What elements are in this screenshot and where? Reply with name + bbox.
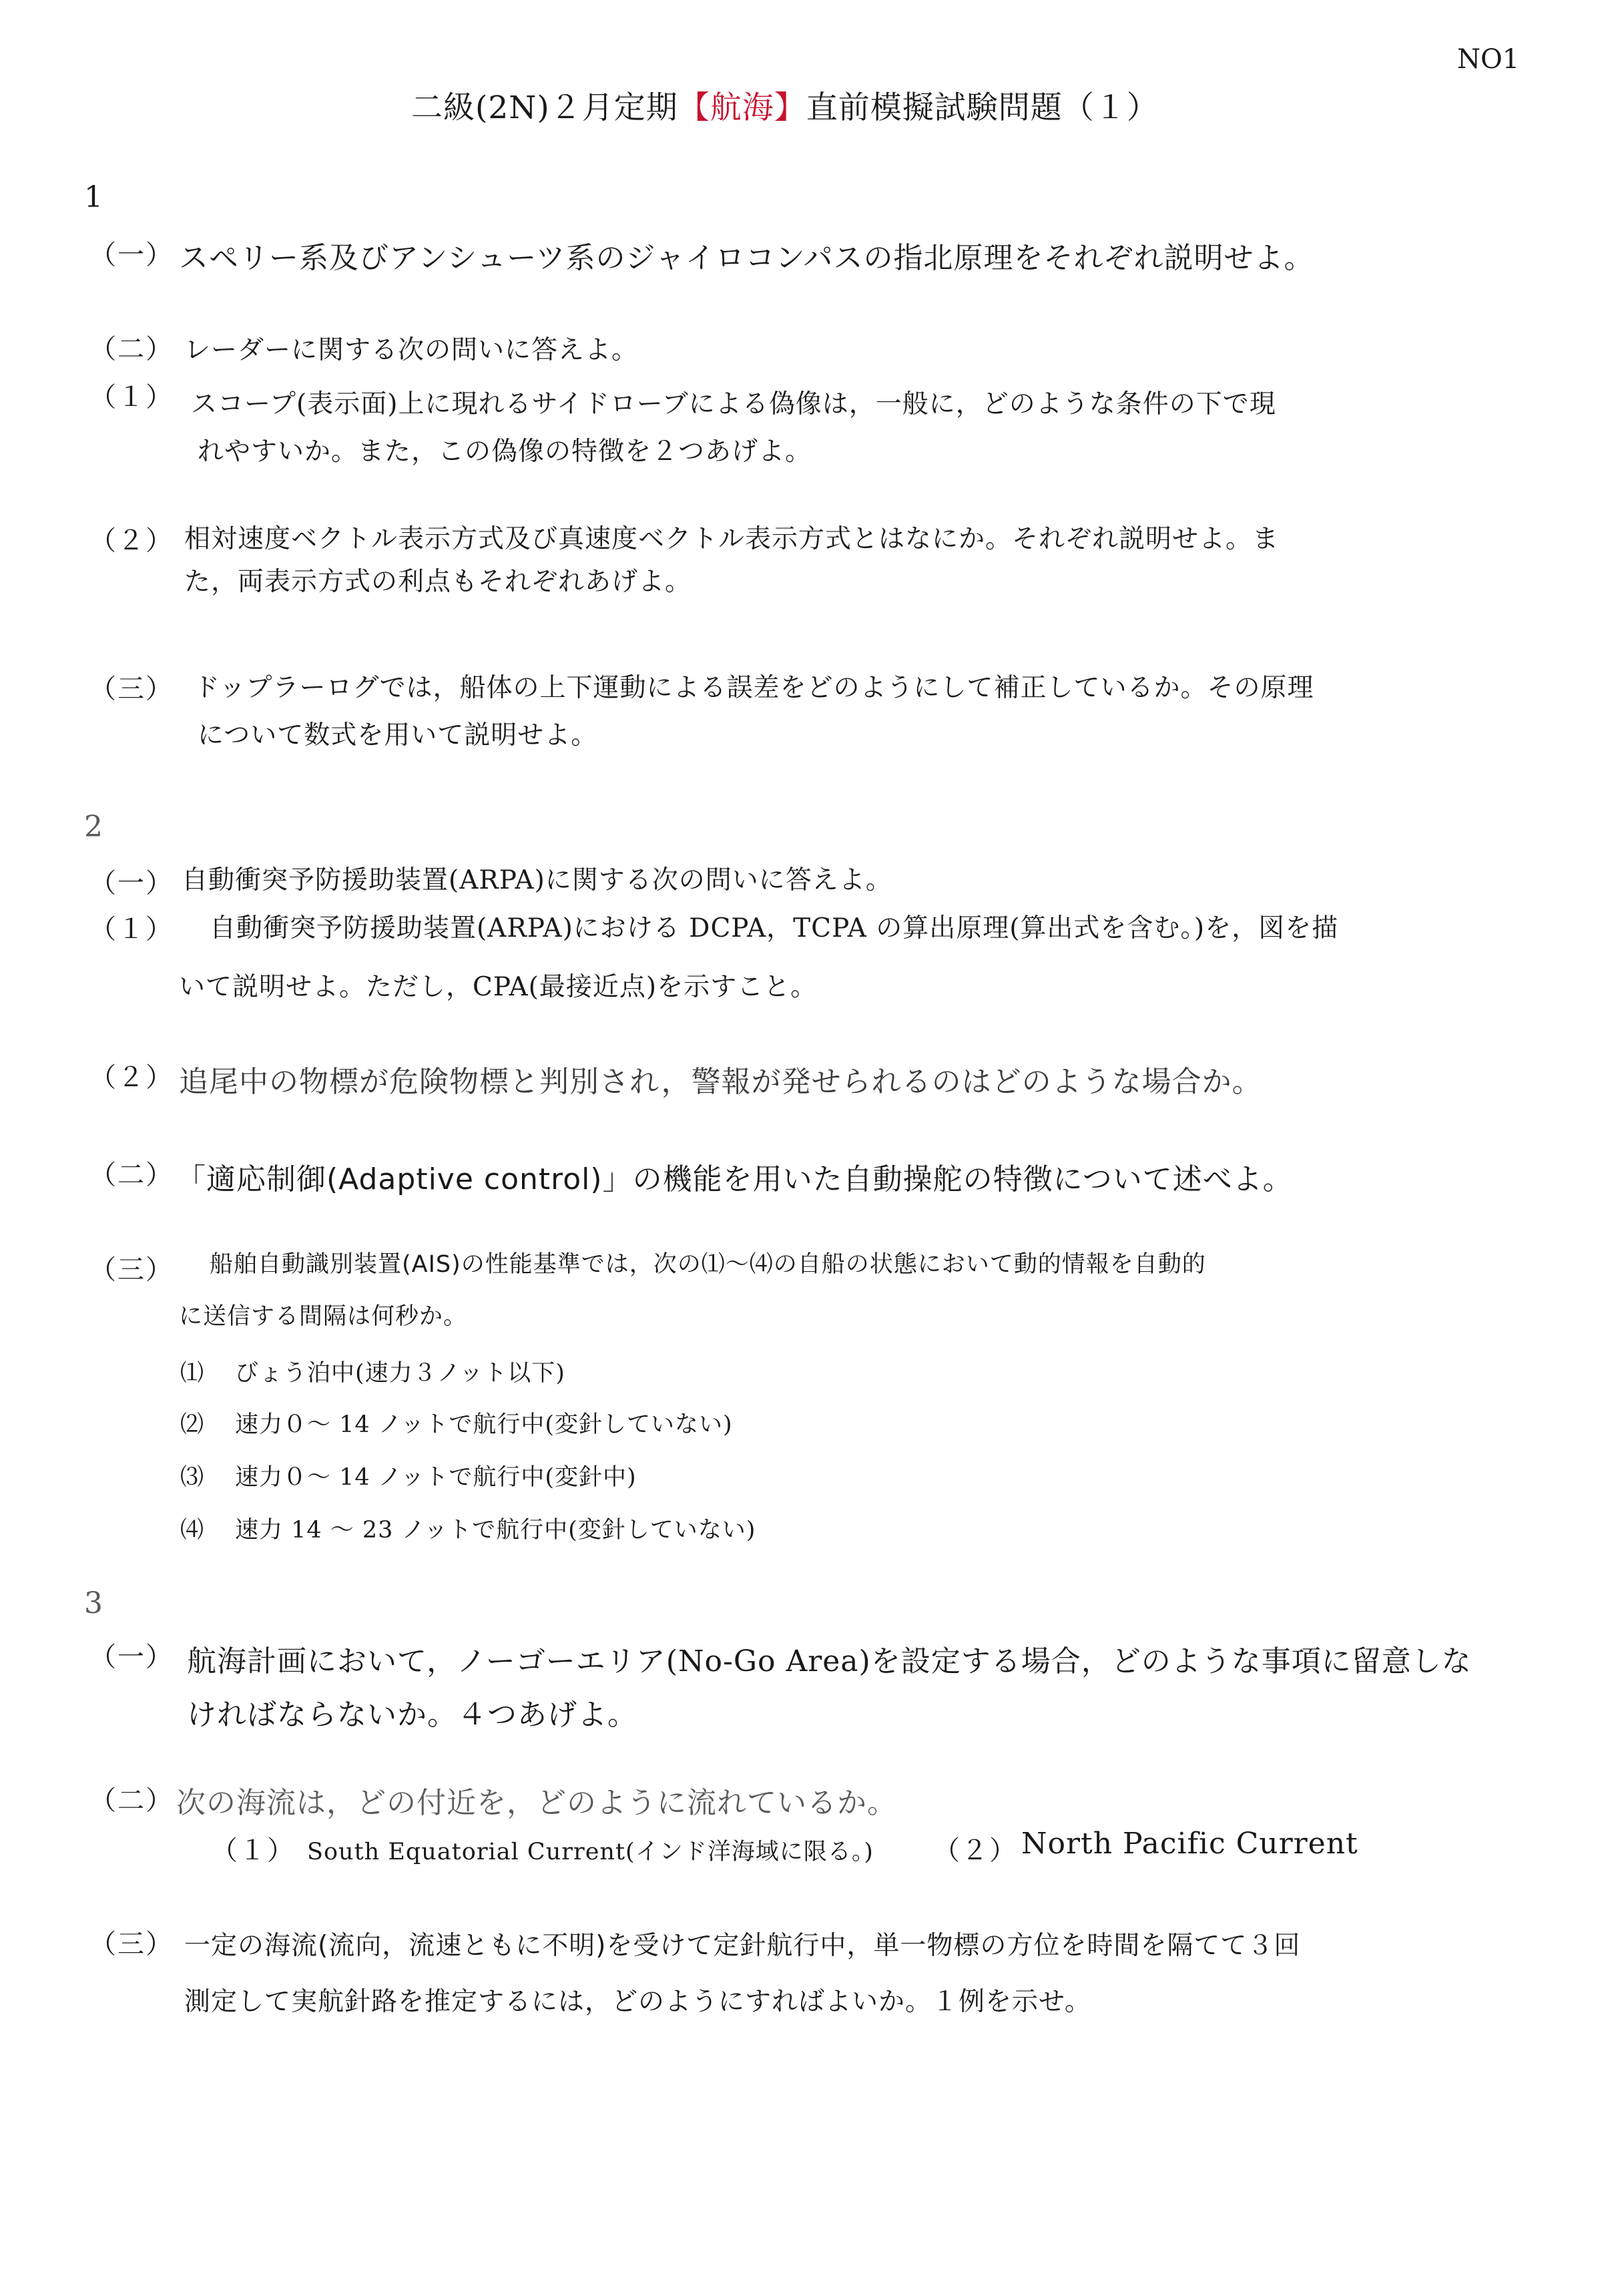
s2-item-1-text: びょう泊中(速力３ノット以下): [235, 1360, 565, 1387]
s1-q2-1-line1: スコープ(表示面)上に現れるサイドローブによる偽像は，一般に，どのような条件の下で現: [191, 389, 1276, 419]
s2-item-3-mark: ⑶: [180, 1464, 205, 1491]
s2-q2-text: 「適応制御(Adaptive control)」の機能を用いた自動操舵の特徴について述べよ。: [176, 1162, 1293, 1196]
s2-item-3-text: 速力０～ 14 ノットで航行中(変針中): [235, 1464, 637, 1491]
s3-q3-line1: 一定の海流(流向，流速ともに不明)を受けて定針航行中，単一物標の方位を時間を隔てて３回: [184, 1931, 1301, 1961]
s3-q2-1-text: South Equatorial Current(インド洋海域に限る。): [307, 1839, 874, 1865]
s1-q2-1-line2: れやすいか。また，この偽像の特徴を２つあげよ。: [198, 437, 812, 467]
section-1-number: 1: [84, 180, 103, 214]
section-3-number: 3: [84, 1586, 103, 1620]
s1-q3-mark: （三）: [89, 674, 174, 704]
s2-q3-mark: （三）: [89, 1254, 174, 1285]
s3-q2-1-mark: （１）: [211, 1835, 295, 1866]
s1-q2-2-line1: 相対速度ベクトル表示方式及び真速度ベクトル表示方式とはなにか。それぞれ説明せよ。ま: [184, 524, 1280, 554]
s1-q2-text: レーダーに関する次の問いに答えよ。: [184, 335, 639, 365]
page-number: NO1: [1457, 44, 1520, 75]
s2-q2-mark: （二）: [89, 1160, 174, 1190]
s3-q2-2-text: North Pacific Current: [1021, 1827, 1358, 1861]
s1-q2-1-mark: （１）: [89, 382, 174, 413]
s2-item-2-mark: ⑵: [180, 1411, 205, 1438]
s2-q1-1-mark: （１）: [89, 914, 174, 945]
s3-q3-line2: 測定して実航針路を推定するには，どのようにすればよいか。１例を示せ。: [184, 1987, 1091, 2017]
s2-q1-text: 自動衝突予防援助装置(ARPA)に関する次の問いに答えよ。: [182, 865, 892, 895]
title-suffix: 直前模擬試験問題（１）: [806, 89, 1159, 126]
s3-q1-line2: ければならないか。４つあげよ。: [187, 1698, 637, 1732]
s1-q1-text: スペリー系及びアンシューツ系のジャイロコンパスの指北原理をそれぞれ説明せよ。: [179, 241, 1314, 275]
s2-q1-1-line2: いて説明せよ。ただし，CPA(最接近点)を示すこと。: [179, 972, 818, 1002]
s2-q1-mark: （一）: [89, 868, 174, 899]
s1-q2-mark: （二）: [89, 334, 174, 365]
s2-item-1-mark: ⑴: [180, 1360, 205, 1387]
s3-q2-text: 次の海流は，どの付近を，どのように流れているか。: [176, 1786, 897, 1820]
s2-item-2-text: 速力０～ 14 ノットで航行中(変針していない): [235, 1411, 733, 1438]
s2-item-4-text: 速力 14 ～ 23 ノットで航行中(変針していない): [235, 1517, 756, 1544]
s1-q3-line1: ドップラーログでは，船体の上下運動による誤差をどのようにして補正しているか。その原理: [194, 673, 1314, 703]
s2-item-4-mark: ⑷: [180, 1517, 205, 1544]
s3-q3-mark: （三）: [89, 1929, 174, 1960]
s3-q1-line1: 航海計画において，ノーゴーエリア(No-Go Area)を設定する場合，どのような事項に留意しな: [187, 1644, 1472, 1678]
s2-q1-2-text: 追尾中の物標が危険物標と判別され，警報が発せられるのはどのような場合か。: [179, 1065, 1262, 1099]
s1-q2-2-line2: た，両表示方式の利点もそれぞれあげよ。: [184, 567, 692, 597]
s1-q2-2-mark: （２）: [89, 525, 174, 556]
title-subject: 【航海】: [678, 89, 806, 126]
s3-q1-mark: （一）: [89, 1642, 174, 1672]
s2-q3-line1: 船舶自動識別装置(AIS)の性能基準では，次の⑴～⑷の自船の状態において動的情報を自動的: [210, 1251, 1206, 1278]
s1-q1-mark: （一）: [89, 240, 174, 270]
section-2-number: 2: [84, 810, 103, 844]
title-prefix: 二級(2N)２月定期: [411, 89, 678, 126]
s3-q2-2-mark: （２）: [933, 1835, 1017, 1866]
s1-q3-line2: について数式を用いて説明せよ。: [198, 720, 598, 750]
page-title: [411, 83, 1159, 128]
s2-q1-2-mark: （２）: [89, 1062, 174, 1093]
s2-q3-line2: に送信する間隔は何秒か。: [179, 1303, 468, 1330]
s2-q1-1-line1: 自動衝突予防援助装置(ARPA)における DCPA，TCPA の算出原理(算出式を含む。)を，図を描: [210, 913, 1339, 943]
s3-q2-mark: （二）: [89, 1785, 174, 1816]
